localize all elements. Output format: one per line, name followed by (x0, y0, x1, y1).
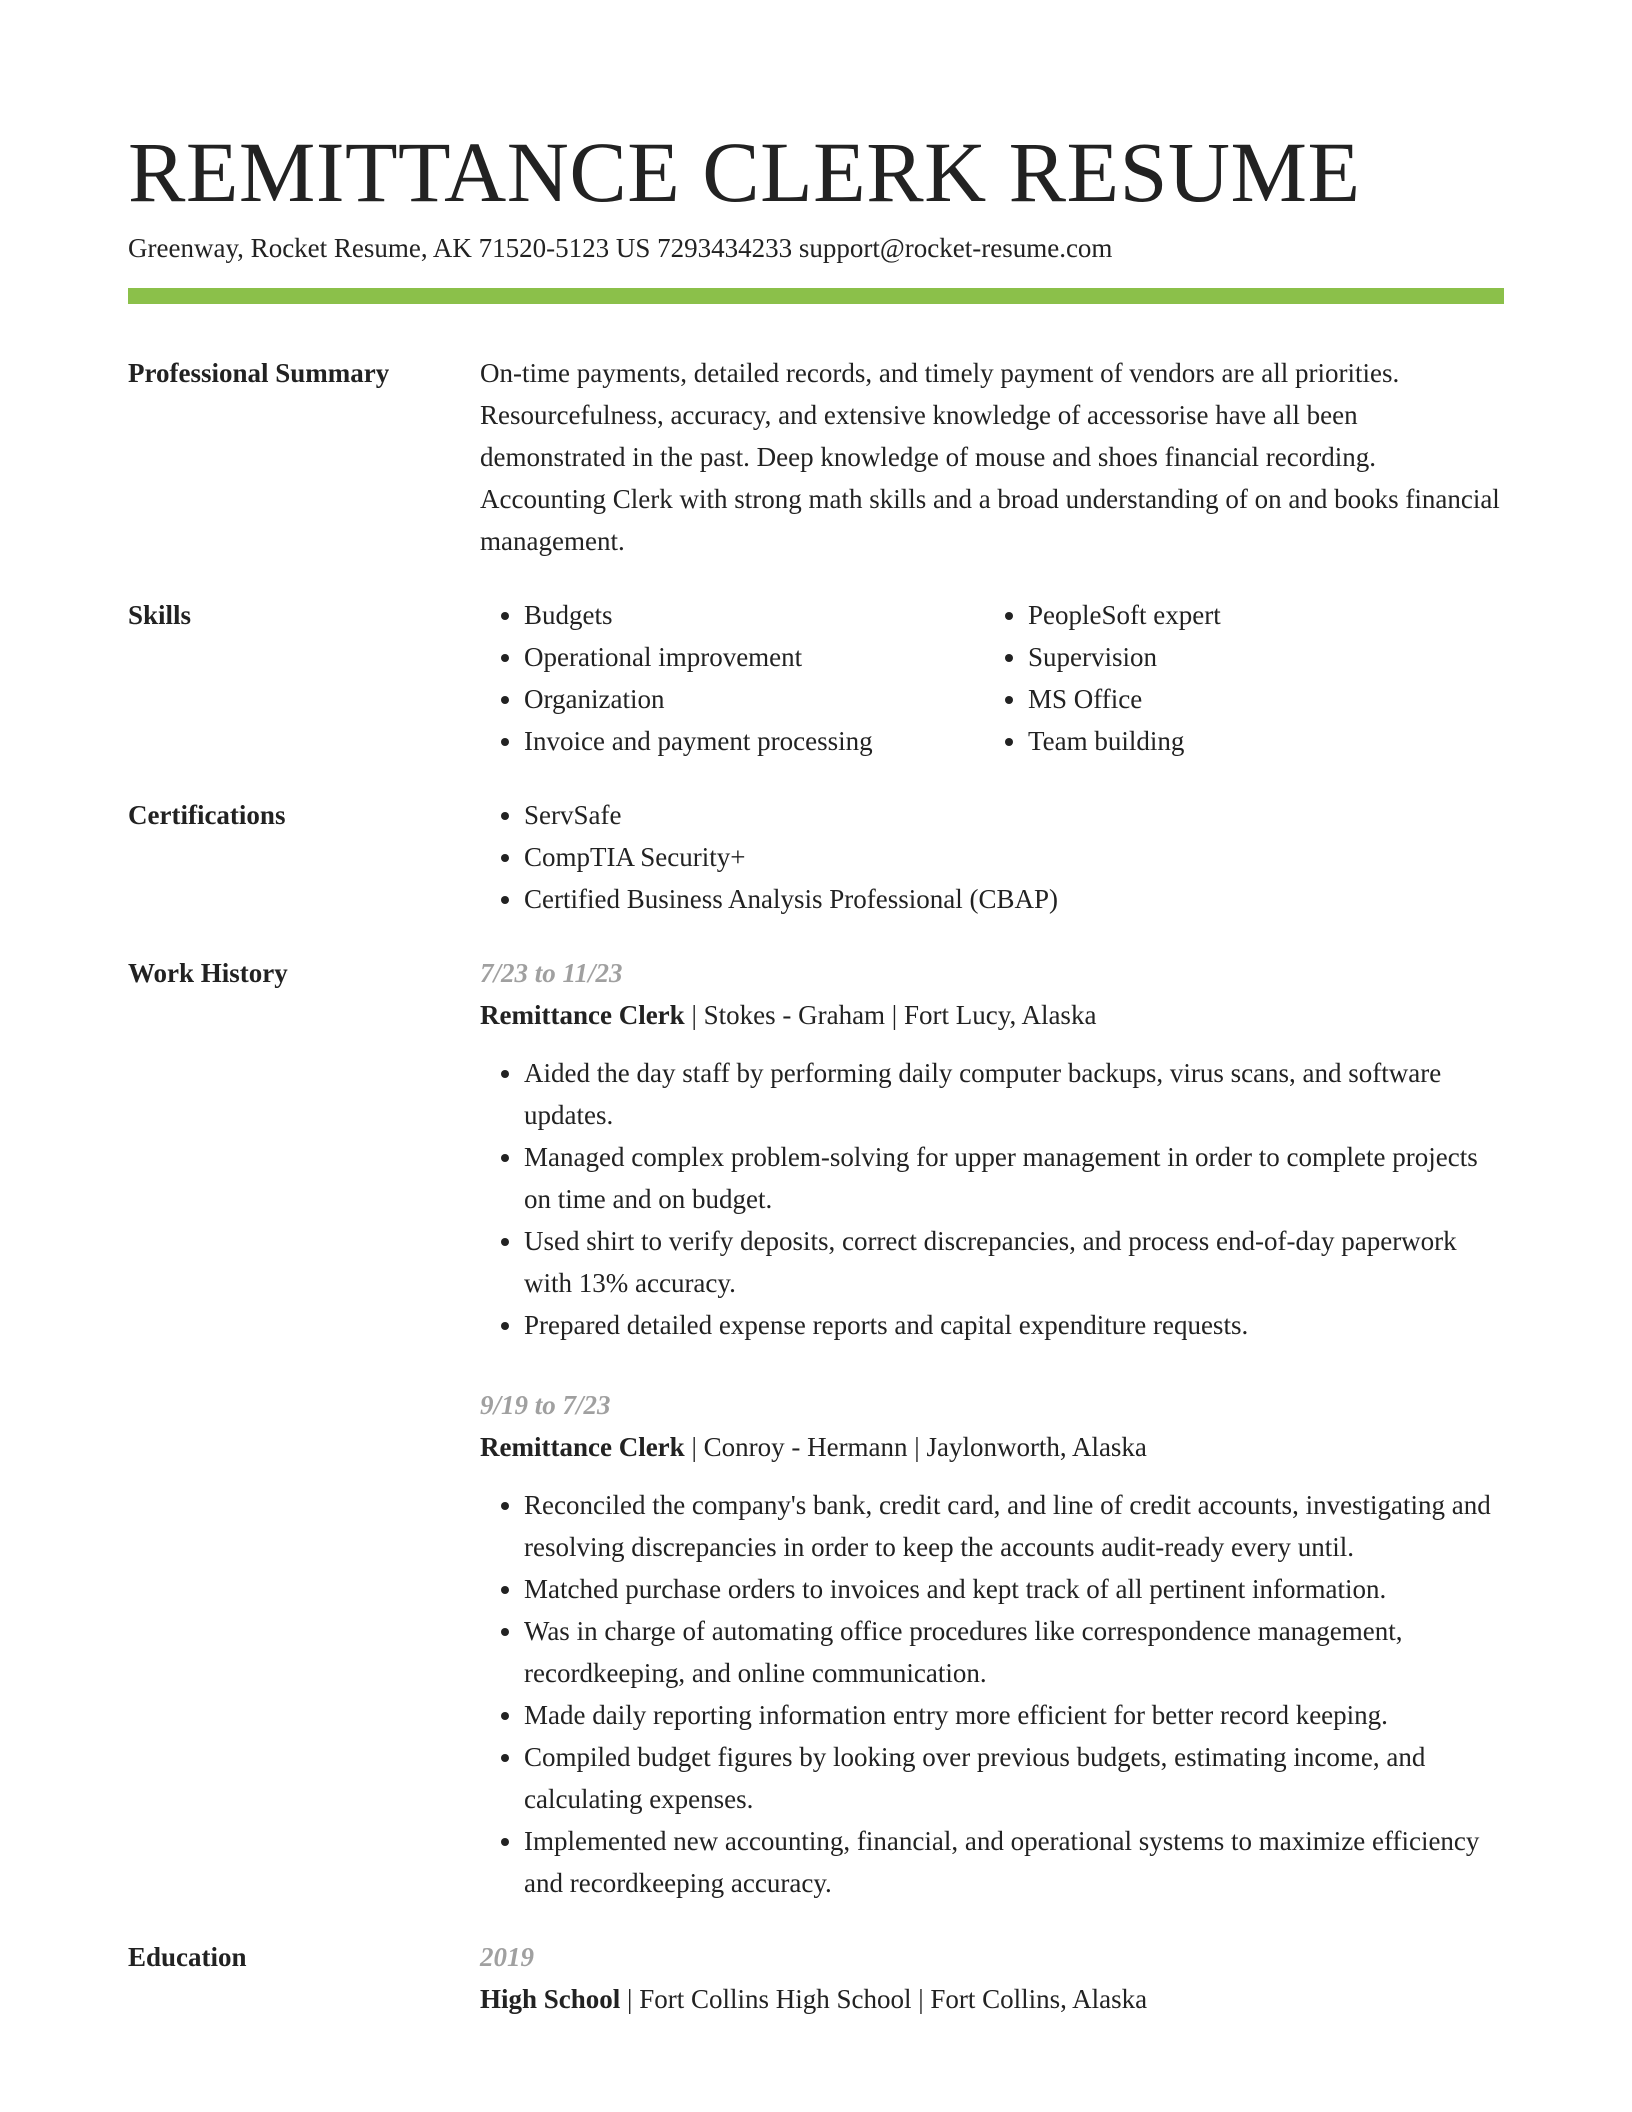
job-bullet: • Made daily reporting information entry more efficient for better record keeping. (524, 1694, 1504, 1736)
job-employer-location: | Stokes - Graham | Fort Lucy, Alaska (684, 1000, 1097, 1030)
summary-section (128, 352, 1504, 562)
job-bullet: • Aided the day staff by performing daily computer backups, virus scans, and software updates. (524, 1052, 1504, 1136)
skill-item: • Operational improvement (524, 636, 984, 678)
certification-item: • Certified Business Analysis Professional (CBAP) (524, 878, 1504, 920)
skills-column-left (480, 594, 984, 762)
skill-item: • Invoice and payment processing (524, 720, 984, 762)
education-section (128, 1936, 1504, 2020)
skill-item: • Supervision (1028, 636, 1488, 678)
accent-divider (128, 288, 1504, 304)
job-bullet: • Matched purchase orders to invoices and kept track of all pertinent information. (524, 1568, 1504, 1610)
job-entry (480, 952, 1504, 1346)
job-bullets (480, 1484, 1504, 1904)
certification-item: • CompTIA Security+ (524, 836, 1504, 878)
job-heading (480, 1426, 1504, 1468)
job-bullets (480, 1052, 1504, 1346)
skills-grid (480, 594, 1504, 762)
contact-line: Greenway, Rocket Resume, AK 71520-5123 US 7293434233 support@rocket-resume.com (128, 233, 1113, 263)
certifications-section (128, 794, 1504, 920)
skill-item: • PeopleSoft expert (1028, 594, 1488, 636)
resume-page (128, 122, 1504, 2020)
section-label-certifications: Certifications (128, 800, 286, 830)
job-employer-location: | Conroy - Hermann | Jaylonworth, Alaska (684, 1432, 1147, 1462)
job-dates: 7/23 to 11/23 (480, 958, 623, 988)
section-label-education: Education (128, 1942, 247, 1972)
section-label-work-history: Work History (128, 958, 288, 988)
summary-text: On-time payments, detailed records, and timely payment of vendors are all priorities. Resourcefulness, accuracy, and extensive knowledge of accessorise have all been demonstrated in the past. Deep knowledge of mouse and shoes financial recording. Accounting Clerk with strong math skills and a broad understanding of on and books financial management. (480, 358, 1500, 556)
education-degree: High School (480, 1984, 621, 2014)
education-date: 2019 (480, 1942, 534, 1972)
job-bullet: • Implemented new accounting, financial, and operational systems to maximize efficiency and recordkeeping accuracy. (524, 1820, 1504, 1904)
certification-item: • ServSafe (524, 794, 1504, 836)
job-bullet: • Managed complex problem-solving for upper management in order to complete projects on time and on budget. (524, 1136, 1504, 1220)
job-bullet: • Used shirt to verify deposits, correct discrepancies, and process end-of-day paperwork with 13% accuracy. (524, 1220, 1504, 1304)
job-entry (480, 1384, 1504, 1904)
skill-item: • MS Office (1028, 678, 1488, 720)
education-body (480, 1936, 1504, 2020)
job-heading (480, 994, 1504, 1036)
resume-title: REMITTANCE CLERK RESUME (128, 124, 1361, 220)
skill-item: • Team building (1028, 720, 1488, 762)
skill-item: • Budgets (524, 594, 984, 636)
job-title: Remittance Clerk (480, 1000, 685, 1030)
job-bullet: • Was in charge of automating office procedures like correspondence management, recordkeeping, and online communication. (524, 1610, 1504, 1694)
certifications-list (480, 794, 1504, 920)
skills-column-right (984, 594, 1488, 762)
education-school-location: | Fort Collins High School | Fort Collins, Alaska (620, 1984, 1148, 2014)
education-heading (480, 1978, 1504, 2020)
job-dates: 9/19 to 7/23 (480, 1390, 611, 1420)
skills-section (128, 594, 1504, 762)
section-label-skills: Skills (128, 600, 192, 630)
skill-item: • Organization (524, 678, 984, 720)
job-bullet: • Prepared detailed expense reports and capital expenditure requests. (524, 1304, 1504, 1346)
job-bullet: • Reconciled the company's bank, credit card, and line of credit accounts, investigating and resolving discrepancies in order to keep the accounts audit-ready every until. (524, 1484, 1504, 1568)
work-history-body (480, 952, 1504, 1904)
work-history-section (128, 952, 1504, 1904)
job-bullet: • Compiled budget figures by looking over previous budgets, estimating income, and calculating expenses. (524, 1736, 1504, 1820)
job-title: Remittance Clerk (480, 1432, 685, 1462)
section-label-summary: Professional Summary (128, 358, 390, 388)
